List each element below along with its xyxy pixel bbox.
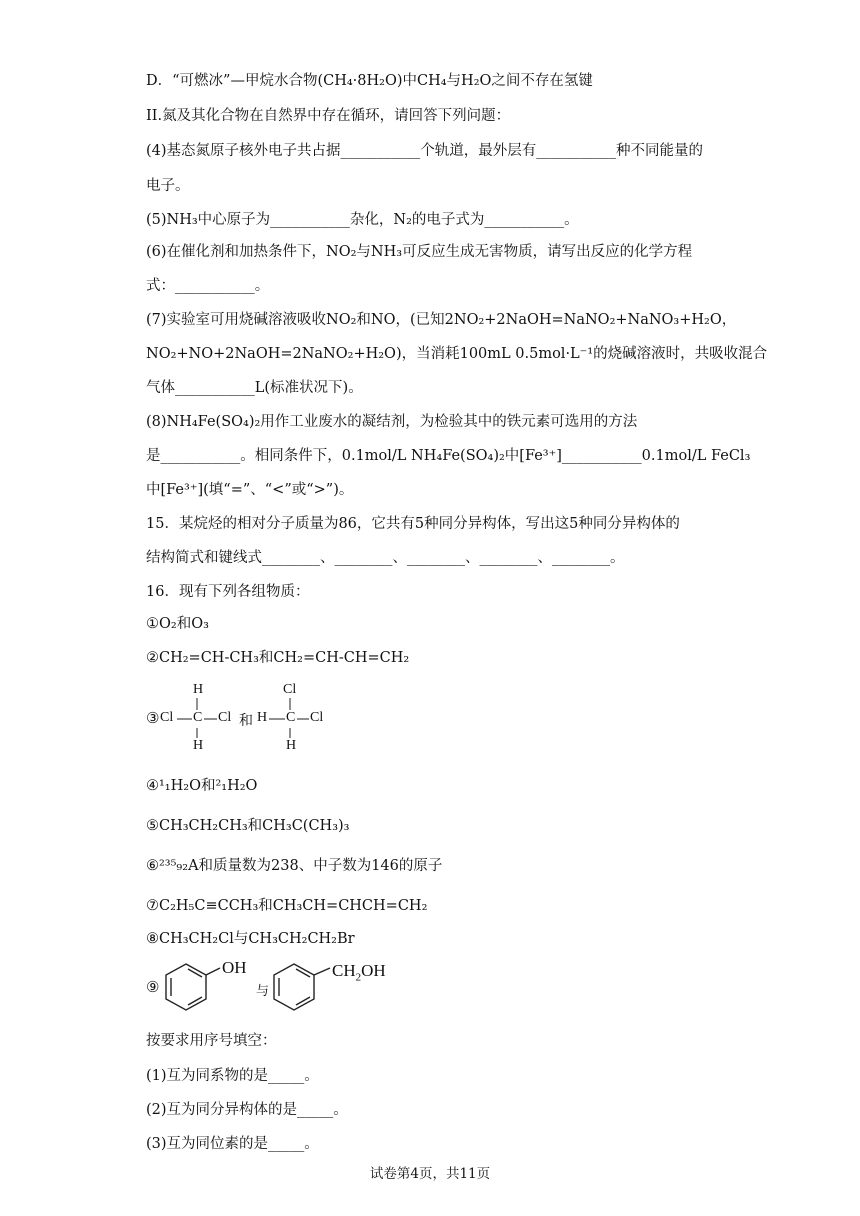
question-6: (6)在催化剂和加热条件下，NO₂与NH₃可反应生成无害物质，请写出反应的化学方程 (146, 244, 693, 260)
question-4-cont: 电子。 (146, 178, 190, 194)
mol1-bottom-atom: H (193, 738, 204, 753)
question-8-end: 中[Fe³⁺](填“=”、“<”或“>”)。 (146, 482, 354, 498)
ch-text: CH (332, 961, 356, 980)
item-2: ②CH₂=CH-CH₃和CH₂=CH-CH=CH₂ (146, 650, 410, 666)
benzene-ring-icon (270, 958, 340, 1018)
question-4: (4)基态氮原子核外电子共占据___________个轨道，最外层有___________种不同能量的 (146, 143, 704, 159)
question-6-cont: 式：___________。 (146, 278, 270, 294)
question-7: (7)实验室可用烧碱溶液吸收NO₂和NO，(已知2NO₂+2NaOH=NaNO₂+NaNO₃+H₂O， (146, 312, 737, 328)
item-3 (146, 682, 386, 754)
item-5: ⑤CH₃CH₂CH₃和CH₃C(CH₃)₃ (146, 818, 350, 834)
bond-lines (146, 682, 386, 754)
option-d: D．“可燃冰”—甲烷水合物(CH₄·8H₂O)中CH₄与H₂O之间不存在氢键 (146, 73, 593, 89)
page-footer: 试卷第4页，共11页 (369, 1166, 491, 1182)
mol2-center-atom: C (286, 710, 296, 725)
question-7-cont: NO₂+NO+2NaOH=2NaNO₂+H₂O)，当消耗100mL 0.5mol·L⁻¹的烧碱溶液时，共吸收混合 (146, 346, 768, 362)
mol1-right-atom: Cl (218, 710, 232, 725)
item-6: ⑥²³⁵₉₂A和质量数为238、中子数为146的原子 (146, 858, 443, 874)
oh-text: OH (361, 961, 386, 980)
ch2-subscript: 2 (355, 971, 362, 984)
phenol-oh: OH (222, 958, 247, 977)
and-text: 和 (239, 714, 253, 729)
question-5: (5)NH₃中心原子为___________杂化，N₂的电子式为___________。 (146, 212, 579, 228)
item-1: ①O₂和O₃ (146, 616, 209, 632)
blank-3: (3)互为同位素的是_____。 (146, 1136, 319, 1152)
item-4: ④¹₁H₂O和²₁H₂O (146, 778, 258, 794)
question-15-cont: 结构简式和键线式________、________、________、________、________。 (146, 550, 625, 566)
mol2-right-atom: Cl (310, 710, 324, 725)
item-7: ⑦C₂H₅C≡CCH₃和CH₃CH=CHCH=CH₂ (146, 898, 428, 914)
between-text: 与 (256, 983, 270, 998)
mol1-center-atom: C (193, 710, 203, 725)
item-9 (146, 958, 416, 1018)
mol1-top-atom: H (193, 682, 204, 697)
question-7-end: 气体___________L(标准状况下)。 (146, 380, 363, 396)
mol1-left-atom: Cl (160, 710, 174, 725)
question-15: 15．某烷烃的相对分子质量为86，它共有5种同分异构体，写出这5种同分异构体的 (146, 516, 680, 532)
mol2-top-atom: Cl (283, 682, 297, 697)
item-8: ⑧CH₃CH₂Cl与CH₃CH₂CH₂Br (146, 931, 355, 947)
section-ii-heading: II.氮及其化合物在自然界中存在循环，请回答下列问题： (146, 108, 511, 124)
blank-2: (2)互为同分异构体的是_____。 (146, 1102, 348, 1118)
question-8: (8)NH₄Fe(SO₄)₂用作工业废水的凝结剂，为检验其中的铁元素可选用的方法 (146, 414, 638, 430)
mol2-left-atom: H (257, 710, 268, 725)
blank-1: (1)互为同系物的是_____。 (146, 1068, 319, 1084)
item-9-marker: ⑨ (146, 980, 160, 996)
item-3-marker: ③ (146, 711, 160, 727)
question-8-cont: 是___________。相同条件下，0.1mol/L NH₄Fe(SO₄)₂中[Fe³⁺]___________0.1mol/L FeCl₃ (146, 448, 751, 464)
instructions: 按要求用序号填空： (146, 1033, 277, 1049)
mol2-bottom-atom: H (286, 738, 297, 753)
question-16: 16．现有下列各组物质： (146, 584, 310, 600)
benzyl-ch2oh (332, 961, 386, 983)
